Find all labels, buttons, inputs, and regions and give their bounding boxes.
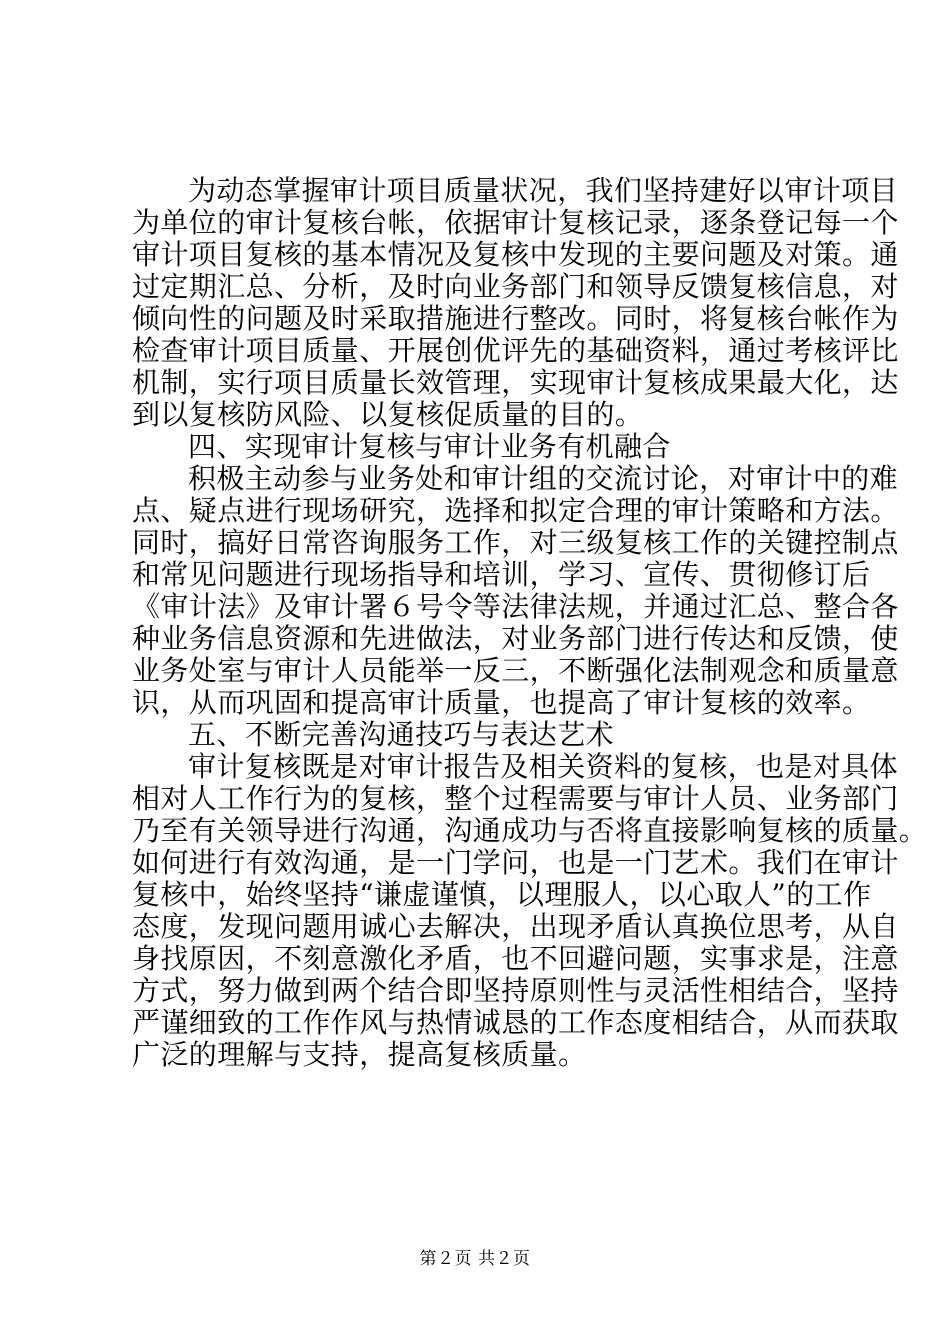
text-line: 识，从而巩固和提高审计质量，也提高了审计复核的效率。: [132, 686, 871, 719]
text-line: 为单位的审计复核台帐，依据审计复核记录，逐条登记每一个: [132, 206, 899, 239]
text-line: 审计项目复核的基本情况及复核中发现的主要问题及对策。通: [132, 238, 899, 271]
text-line: 和常见问题进行现场指导和培训，学习、宣传、贯彻修订后: [132, 558, 871, 591]
text-line: 《审计法》及审计署６号令等法律法规，并通过汇总、整合各: [132, 590, 899, 623]
paragraph-1: [132, 174, 899, 431]
text-line: 审计复核既是对审计报告及相关资料的复核，也是对具体: [188, 750, 899, 783]
section-heading-5: 五、不断完善沟通技巧与表达艺术: [188, 718, 615, 751]
text-line: 倾向性的问题及时采取措施进行整改。同时，将复核台帐作为: [132, 302, 899, 335]
text-line: 机制，实行项目质量长效管理，实现审计复核成果最大化，达: [132, 366, 899, 399]
text-line: 身找原因，不刻意激化矛盾，也不回避问题，实事求是，注意: [132, 942, 899, 975]
text-line: 严谨细致的工作作风与热情诚恳的工作态度相结合，从而获取: [132, 1006, 899, 1039]
text-line: 到以复核防风险、以复核促质量的目的。: [132, 398, 644, 431]
text-line: 过定期汇总、分析，及时向业务部门和领导反馈复核信息，对: [132, 270, 899, 303]
text-line: 复核中，始终坚持“谦虚谨慎，以理服人，以心取人”的工作: [132, 878, 872, 911]
text-line: 如何进行有效沟通，是一门学问，也是一门艺术。我们在审计: [132, 846, 899, 879]
document-body: [132, 174, 928, 1071]
text-line: 业务处室与审计人员能举一反三，不断强化法制观念和质量意: [132, 654, 899, 687]
text-line: 积极主动参与业务处和审计组的交流讨论，对审计中的难: [188, 462, 899, 495]
text-line: 相对人工作行为的复核，整个过程需要与审计人员、业务部门: [132, 782, 899, 815]
text-line: 检查审计项目质量、开展创优评先的基础资料，通过考核评比: [132, 334, 899, 367]
text-line: 同时，搞好日常咨询服务工作，对三级复核工作的关键控制点: [132, 526, 899, 559]
text-line: 为动态掌握审计项目质量状况，我们坚持建好以审计项目: [188, 174, 899, 207]
text-line: 广泛的理解与支持，提高复核质量。: [132, 1038, 587, 1071]
paragraph-3: [132, 750, 928, 1071]
section-heading-4: 四、实现审计复核与审计业务有机融合: [188, 430, 671, 463]
text-line: 态度，发现问题用诚心去解决，出现矛盾认真换位思考，从自: [132, 910, 899, 943]
text-line: 点、疑点进行现场研究，选择和拟定合理的审计策略和方法。: [132, 494, 899, 527]
text-line: 乃至有关领导进行沟通，沟通成功与否将直接影响复核的质量。: [132, 814, 928, 847]
text-line: 种业务信息资源和先进做法，对业务部门进行传达和反馈，使: [132, 622, 899, 655]
paragraph-2: [132, 462, 899, 719]
page-footer: 第２页 共２页: [419, 1249, 531, 1269]
text-line: 方式，努力做到两个结合即坚持原则性与灵活性相结合，坚持: [132, 974, 899, 1007]
